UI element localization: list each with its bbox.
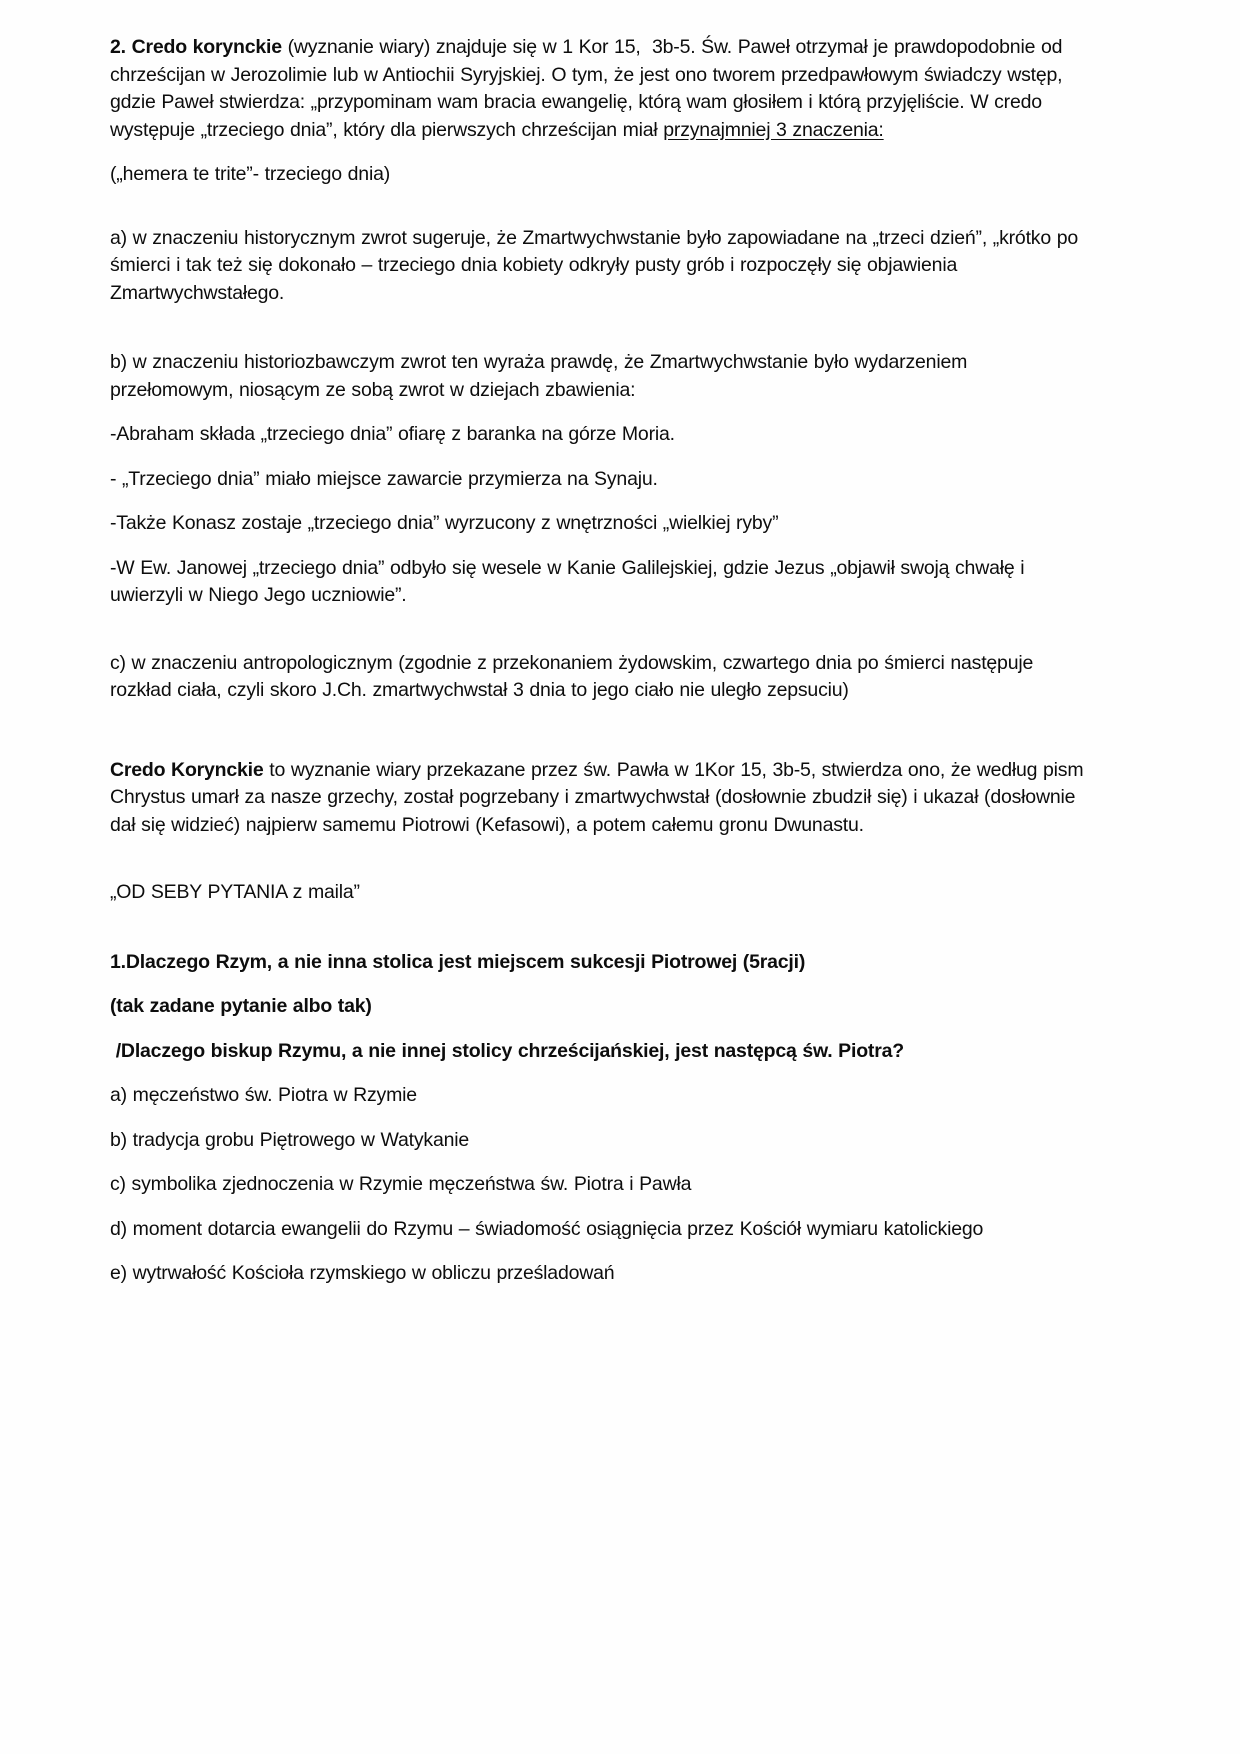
text-run: to wyznanie wiary przekazane przez św. Pawła w 1Kor 15, 3b-5, stwierdza ono, że według pism Chrystus umarł za nasze grzechy, został pogrzebany i zmartwychwstał (dosłownie zbudził się) i ukazał (dosłownie dał się widzieć) najpierw samemu Piotrowi (Kefasowi), a potem całemu gronu Dwunastu. [110,758,1090,836]
answer-b [110,1127,1092,1155]
item-cana-wedding [110,555,1092,610]
answer-c [110,1171,1092,1199]
answer-d [110,1216,1092,1244]
item-jonah-fish [110,510,1092,538]
text-run: -Abraham składa „trzeciego dnia” ofiarę z baranka na górze Moria. [110,423,675,445]
answer-a [110,1082,1092,1110]
text-run: d) moment dotarcia ewangelii do Rzymu – świadomość osiągnięcia przez Kościół wymiaru katolickiego [110,1217,984,1240]
text-run: c) w znaczeniu antropologicznym (zgodnie z przekonaniem żydowskim, czwartego dnia po śmierci następuje rozkład ciała, czyli skoro J.Ch. zmartwychwstał 3 dnia to jego ciało nie uległo zepsuciu) [110,651,1039,701]
para-credo-korynckie-summary [110,757,1092,840]
para-od-seby-pytania [110,879,1092,907]
text-run: Credo Korynckie [110,758,270,781]
para-hemera-te-trite [110,161,1092,189]
text-run: b) w znaczeniu historiozbawczym zwrot ten wyraża prawdę, że Zmartwychwstanie było wydarzeniem przełomowym, niosącym ze sobą zwrot w dziejach zbawienia: [110,351,973,401]
para-question-note [110,993,1092,1021]
heading-question-1 [110,949,1092,977]
text-run: c) symbolika zjednoczenia w Rzymie męczeństwa św. Piotra i Pawła [110,1173,692,1195]
text-run: (wyznanie wiary) znajduje się w 1 Kor 15, 3b-5. Św. Paweł otrzymał je prawdopodobnie od chrześcijan w Jerozolimie lub w Antiochii Syryjskiej. O tym, że jest ono tworem przedpawłowym świadczy wstęp, gdzie Paweł stwierdza: „przypominam wam bracia ewangelię, którą wam głosiłem i którą przyjęliście. W credo występuje „trzeciego dnia”, który dla pierwszych chrześcijan miał [110,36,1069,141]
text-run: e) wytrwałość Kościoła rzymskiego w obliczu prześladowań [110,1262,615,1284]
text-run: 1.Dlaczego Rzym, a nie inna stolica jest miejscem sukcesji Piotrowej (5racji) [110,950,806,973]
para-meaning-salvation-history [110,349,1092,404]
text-run: -Także Konasz zostaje „trzeciego dnia” wyrzucony z wnętrzności „wielkiej ryby” [110,512,779,534]
para-meaning-anthropological [110,650,1092,705]
text-run: - „Trzeciego dnia” miało miejsce zawarcie przymierza na Synaju. [110,467,658,490]
text-run: b) tradycja grobu Piętrowego w Watykanie [110,1128,470,1151]
para-meaning-historical [110,225,1092,308]
text-run: „OD SEBY PYTANIA z maila” [110,881,360,903]
text-run: a) męczeństwo św. Piotra w Rzymie [110,1084,417,1106]
para-credo-korynckie-intro [110,34,1092,144]
item-abraham [110,421,1092,449]
text-run: (tak zadane pytanie albo tak) [110,995,372,1017]
text-run: („hemera te trite”- trzeciego dnia) [110,163,391,185]
text-run: /Dlaczego biskup Rzymu, a nie innej stolicy chrześcijańskiej, jest następcą św. Piotra? [110,1039,904,1062]
answer-e [110,1260,1092,1288]
heading-question-alt [110,1038,1092,1066]
text-run: -W Ew. Janowej „trzeciego dnia” odbyło się wesele w Kanie Galilejskiej, gdzie Jezus „objawił swoją chwałę i uwierzyli w Niego Jego uczniowie”. [110,556,1031,606]
text-run: przynajmniej 3 znaczenia: [663,118,884,141]
text-run: a) w znaczeniu historycznym zwrot sugeruje, że Zmartwychwstanie było zapowiadane na „trzeci dzień”, „krótko po śmierci i tak też się dokonało – trzeciego dnia kobiety odkryły pusty grób i rozpoczęły się objawienia Zmartwychwstałego. [110,226,1084,304]
text-run: 2. Credo korynckie [110,36,288,58]
item-sinai-covenant [110,466,1092,494]
